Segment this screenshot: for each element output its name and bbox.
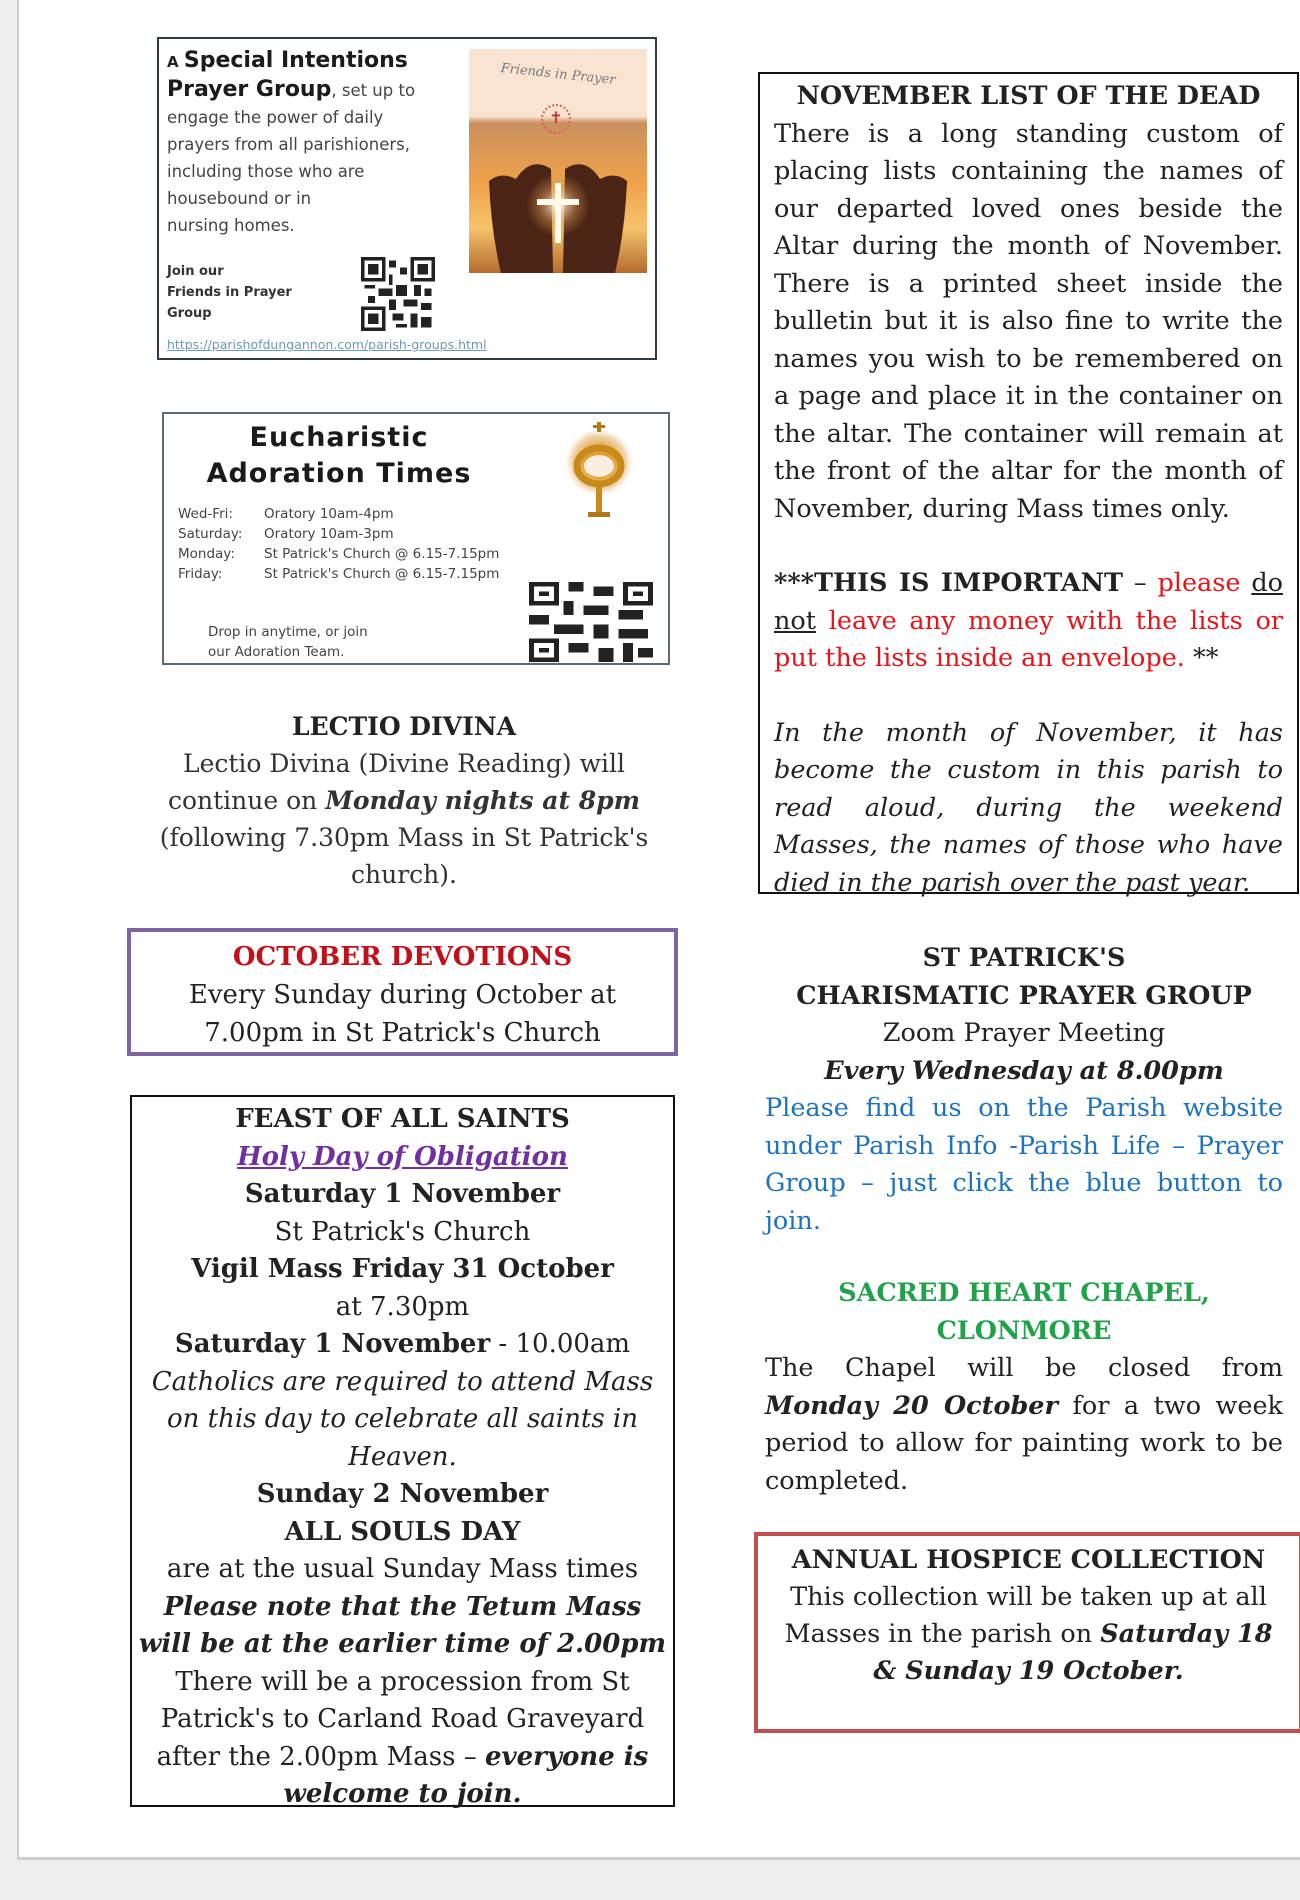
cross-logo-icon: ✝	[541, 104, 571, 134]
adoration-title: Eucharistic Adoration Times	[206, 422, 472, 489]
schedule-row: Wed-Fri: Oratory 10am-4pm	[178, 506, 394, 522]
parish-website-instructions: Please find us on the Parish website under Parish Info -Parish Life – Prayer Group – just click the blue button to join.	[765, 1093, 1283, 1236]
all-saints-heading: FEAST OF ALL SAINTS	[235, 1104, 570, 1134]
schedule-row: Monday: St Patrick's Church @ 6.15-7.15pm	[178, 546, 500, 562]
schedule-row: Saturday: Oratory 10am-3pm	[178, 526, 394, 542]
november-list-heading: NOVEMBER LIST OF THE DEAD	[796, 81, 1261, 111]
parish-groups-link[interactable]: https://parishofdungannon.com/parish-groups.html	[167, 337, 487, 352]
monstrance-icon	[544, 418, 654, 528]
document-page	[17, 0, 1300, 1860]
praying-hands-cross-image: Friends in Prayer ✝	[469, 49, 647, 273]
november-list-paragraph: There is a long standing custom of placing lists containing the names of our departed loved ones beside the Altar during the month of November. There is a printed sheet inside the bulletin but it is also fine to write the names you wish to be remembered on a page and place it in the container on the altar. The container will remain at the front of the altar for the month of November, during Mass times only.	[774, 118, 1283, 524]
join-group-label: Join our Friends in Prayer Group	[167, 264, 292, 321]
important-notice: ***THIS IS IMPORTANT – please do not leave any money with the lists or put the lists inside an envelope. **	[774, 568, 1283, 673]
qr-code-icon	[529, 582, 653, 662]
holy-day-link[interactable]: Holy Day of Obligation	[237, 1141, 568, 1172]
charismatic-prayer-group-section: ST PATRICK'S CHARISMATIC PRAYER GROUP Zoom Prayer Meeting Every Wednesday at 8.00pm Please find us on the Parish website under Parish Info -Parish Life – Prayer Group – just click the blue button to join.	[759, 940, 1289, 1240]
november-italic-paragraph: In the month of November, it has become the custom in this parish to read aloud, during the weekend Masses, the names of those who have died in the parish over the past year.	[774, 717, 1283, 898]
all-saints-box: FEAST OF ALL SAINTS Holy Day of Obligation Saturday 1 November St Patrick's Church Vigil Mass Friday 31 October at 7.30pm Saturday 1 November - 10.00am Catholics are required to attend Mass on this day to celebrate all saints in Heaven. Sunday 2 November ALL SOULS DAY are at the usual Sunday Mass times Please note that the Tetum Mass will be at the earlier time of 2.00pm There will be a procession from St Patrick's to Carland Road Graveyard after the 2.00pm Mass – everyone is welcome to join.	[130, 1095, 675, 1807]
lectio-divina-section: LECTIO DIVINA Lectio Divina (Divine Reading) will continue on Monday nights at 8pm (following 7.30pm Mass in St Patrick's church).	[129, 708, 679, 893]
october-devotions-heading: OCTOBER DEVOTIONS	[232, 942, 573, 972]
hospice-collection-box: ANNUAL HOSPICE COLLECTION This collection will be taken up at all Masses in the parish on Saturday 18 & Sunday 19 October.	[754, 1532, 1300, 1733]
hospice-heading: ANNUAL HOSPICE COLLECTION	[791, 1545, 1266, 1575]
qr-code-icon	[355, 257, 441, 331]
november-list-box	[758, 72, 1299, 898]
friends-in-prayer-description: A Special Intentions Prayer Group, set up to engage the power of daily prayers from all parishioners, including those who are housebound or in nursing homes.	[167, 48, 416, 235]
october-devotions-box: OCTOBER DEVOTIONS Every Sunday during October at 7.00pm in St Patrick's Church	[127, 928, 678, 1056]
adoration-invite: Drop in anytime, or join our Adoration Team.	[208, 624, 368, 660]
adoration-schedule	[178, 504, 499, 584]
sacred-heart-chapel-section: SACRED HEART CHAPEL, CLONMORE The Chapel will be closed from Monday 20 October for a two week period to allow for painting work to be completed.	[765, 1278, 1283, 1496]
adoration-times-card	[162, 412, 670, 665]
lectio-heading: LECTIO DIVINA	[291, 712, 517, 741]
praying-hands-icon	[481, 151, 635, 273]
friends-in-prayer-card	[157, 37, 657, 360]
schedule-row: Friday: St Patrick's Church @ 6.15-7.15pm	[178, 566, 500, 582]
